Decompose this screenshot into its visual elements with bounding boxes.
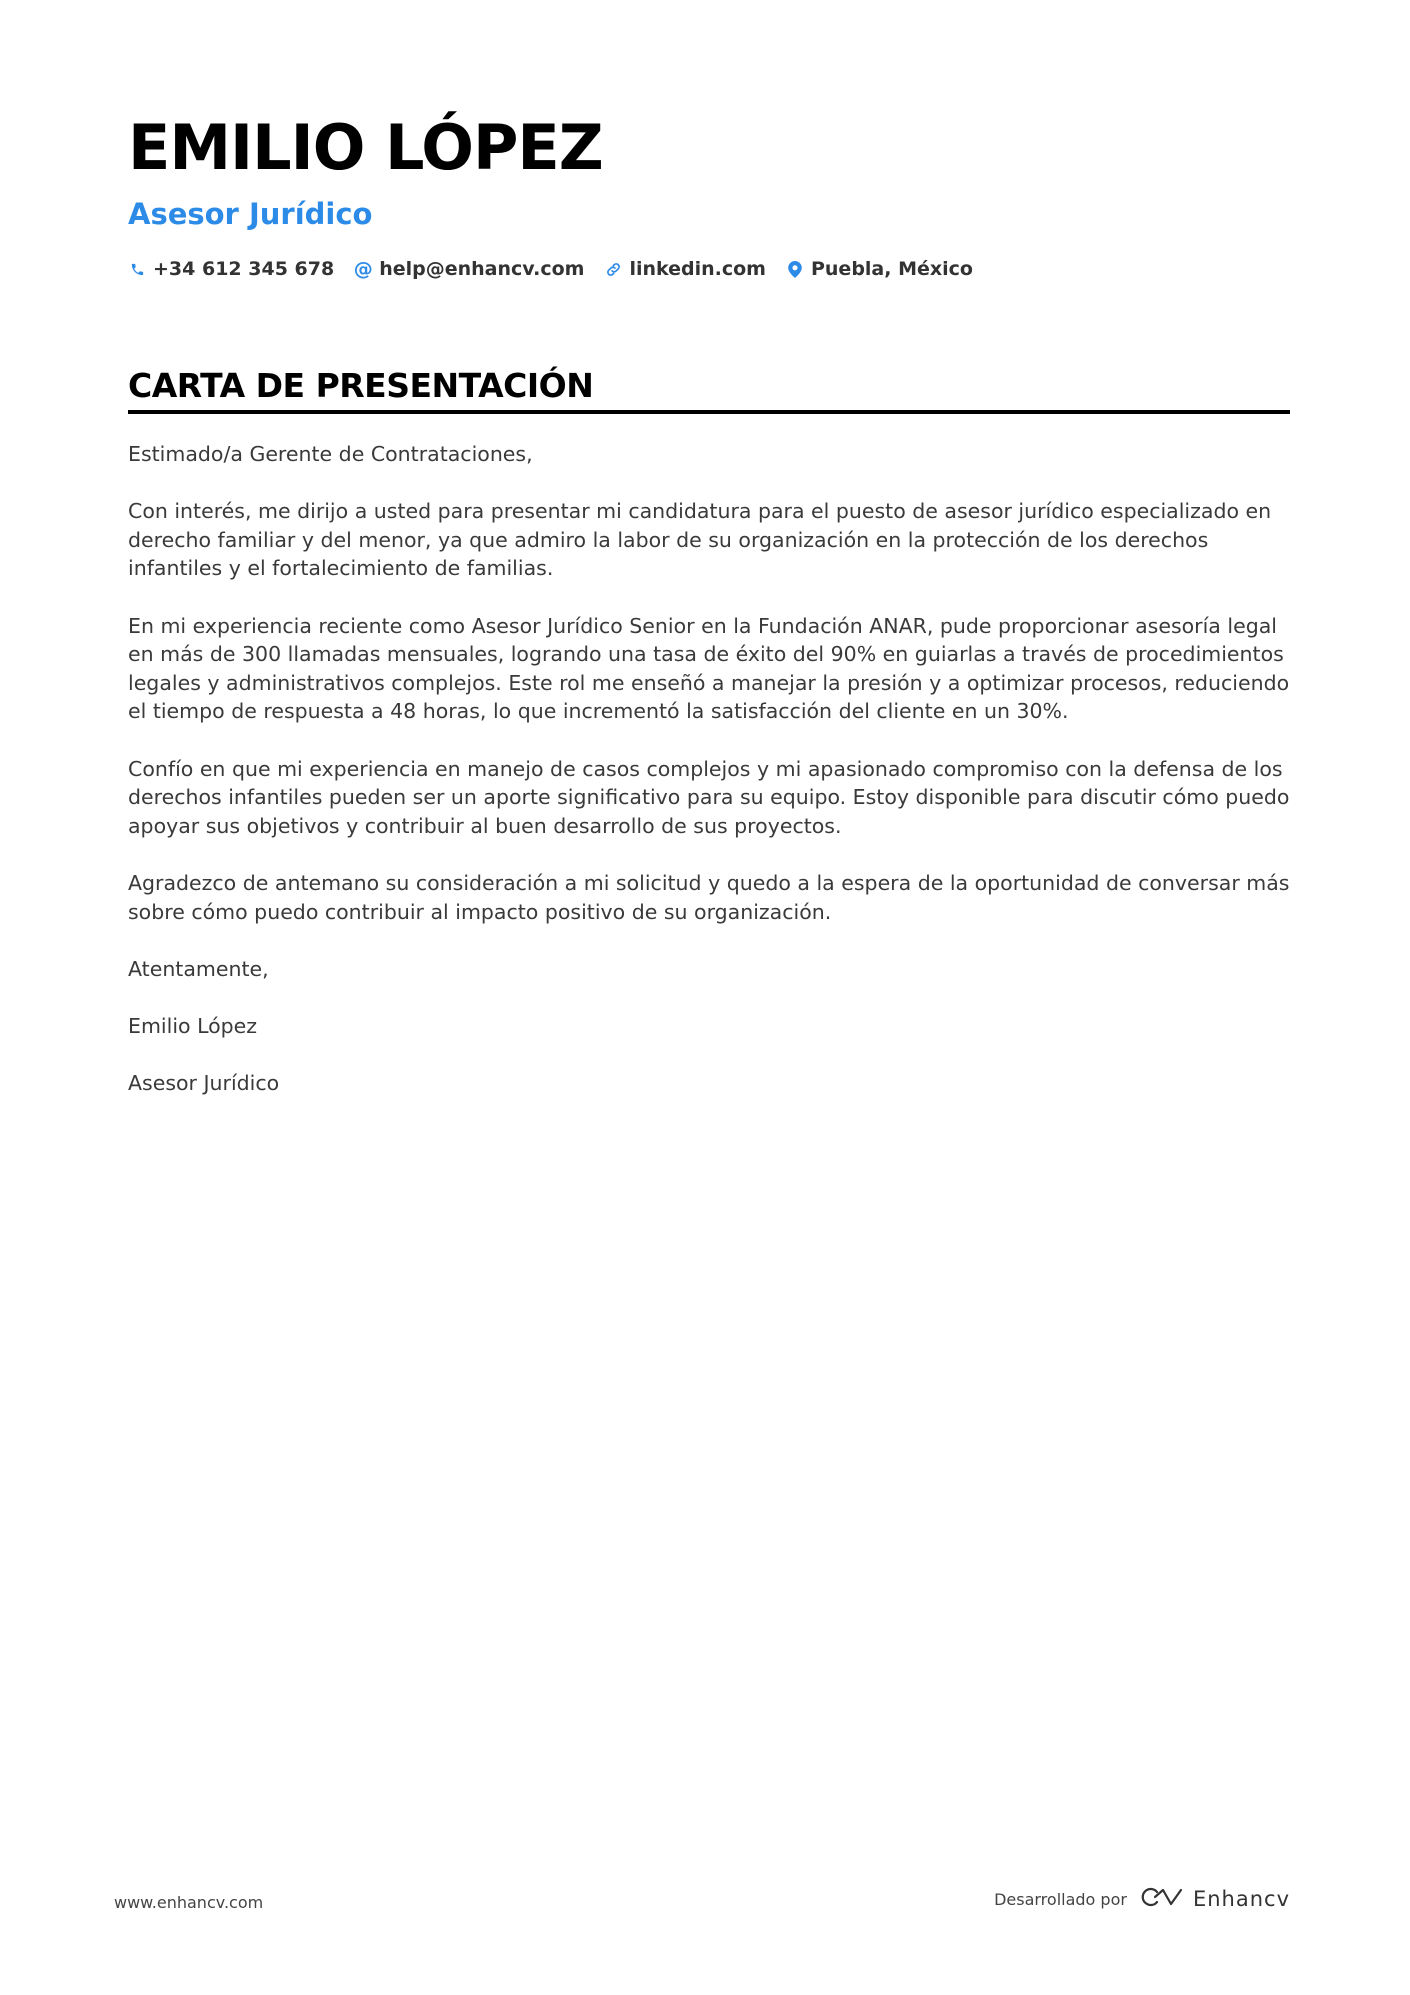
enhancv-logo-icon [1139,1886,1185,1912]
contact-email-text: help@enhancv.com [379,258,585,280]
salutation: Estimado/a Gerente de Contrataciones, [128,442,533,466]
powered-by-label: Desarrollado por [994,1889,1127,1909]
letter-body [128,440,1298,1126]
contact-linkedin-text: linkedin.com [629,258,766,280]
at-icon: @ [353,258,373,280]
signature-title: Asesor Jurídico [128,1071,280,1096]
section-header [128,364,1290,414]
contact-linkedin[interactable] [604,258,766,280]
closing: Atentamente, [128,956,269,981]
contact-phone-text: +34 612 345 678 [153,258,335,280]
signature-name: Emilio López [128,1013,258,1038]
footer-website[interactable]: www.enhancv.com [114,1893,264,1912]
letter-paragraph: Confío en que mi experiencia en manejo de casos complejos y mi apasionado compromiso con la defensa de los derechos infantiles pueden ser un aporte significativo para su equipo. Estoy disponible para discutir cómo puedo apoyar sus objetivos y contribuir al buen desarrollo de sus proyectos. [128,756,1290,838]
letter-paragraph: Agradezco de antemano su consideración a mi solicitud y quedo a la espera de la oportunidad de conversar más sobre cómo puedo contribuir al impacto positivo de su organización. [128,870,1290,924]
location-pin-icon [786,260,804,278]
candidate-name: EMILIO LÓPEZ [128,111,603,184]
letter-paragraph: Con interés, me dirijo a usted para presentar mi candidatura para el puesto de asesor jurídico especializado en derecho familiar y del menor, ya que admiro la labor de su organización en la protección de los derechos infantiles y el fortalecimiento de familias. [128,499,1272,581]
job-title: Asesor Jurídico [128,197,373,231]
brand-name: Enhancv [1192,1887,1290,1911]
contact-location [786,258,973,280]
contact-email[interactable] [354,258,584,280]
contact-phone[interactable] [128,258,334,280]
footer-branding[interactable] [994,1886,1290,1912]
contact-location-text: Puebla, México [810,258,973,280]
link-icon [604,260,622,278]
letter-paragraph: En mi experiencia reciente como Asesor Jurídico Senior en la Fundación ANAR, pude proporcionar asesoría legal en más de 300 llamadas mensuales, logrando una tasa de éxito del 90% en guiarlas a través de procedimientos legales y administrativos complejos. Este rol me enseñó a manejar la presión y a optimizar procesos, reduciendo el tiempo de respuesta a 48 horas, lo que incrementó la satisfacción del cliente en un 30%. [128,613,1290,724]
resume-header [128,108,1288,280]
contact-bar [128,258,1288,280]
section-title: CARTA DE PRESENTACIÓN [128,366,594,405]
section-divider [128,410,1290,414]
phone-icon [128,260,146,278]
